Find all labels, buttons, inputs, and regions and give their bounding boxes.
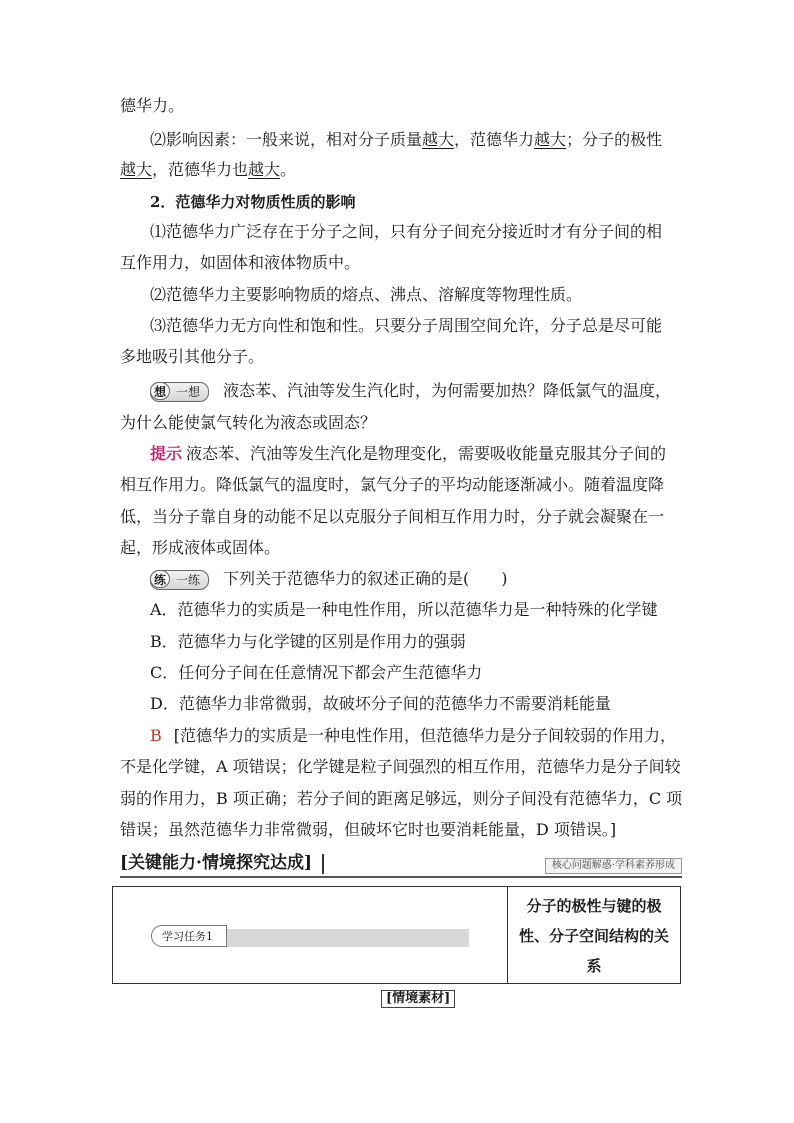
paragraph-continuation: 德华力。 [120,96,185,115]
point-1-line-2: 互作用力，如固体和液体物质中。 [120,253,361,272]
option-d: D．范德华力非常微弱，故破坏分子间的范德华力不需要消耗能量 [150,694,611,713]
option-a: A．范德华力的实质是一种电性作用，所以范德华力是一种特殊的化学键 [150,600,658,619]
practice-badge [150,570,209,590]
section-title: [关键能力·情境探究达成] [120,852,318,874]
task-title-line-3: 系 [586,957,602,975]
section-header [120,852,682,878]
tip-line-2: 相互作用力。降低氯气的温度时，氯气分子的平均动能逐渐减小。随着温度降 [120,475,665,494]
underlined-answer: 越大 [120,160,153,179]
task-title-cell [508,887,680,983]
tip-text: 液态苯、汽油等发生汽化是物理变化，需要吸收能量克服其分子间的 [186,444,667,463]
underlined-answer: 越大 [248,160,281,179]
practice-question-text: 下列关于范德华力的叙述正确的是( ) [223,569,508,588]
think-question-text: 液态苯、汽油等发生汽化时，为何需要加热？降低氯气的温度， [223,381,672,400]
option-c: C．任何分子间在任意情况下都会产生范德华力 [150,663,483,682]
text-segment: ，范德华力也 [152,160,249,179]
think-question-line-2: 为什么能使氯气转化为液态或固态？ [120,413,377,432]
task-label-cell [113,887,508,983]
point-3-line-2: 多地吸引其他分子。 [120,347,265,366]
influence-factors-line-1 [150,130,662,150]
tip-line-4: 起，形成液体或固体。 [120,538,281,557]
practice-badge-key: 练 [150,570,170,588]
text-segment: ；分子的极性 [566,130,663,149]
task-title-line-1: 分子的极性与键的极 [526,897,662,915]
text-segment: ⑵影响因素：一般来说，相对分子质量 [150,130,423,149]
tip-line-3: 低，当分子靠自身的动能不足以克服分子间相互作用力时，分子就会凝聚在一 [120,507,665,526]
task-label: 学习任务1 [151,925,227,947]
material-label: [情境素材] [381,990,455,1008]
answer-letter: B [150,726,162,745]
task-title-line-2: 性、分子空间结构的关 [518,927,669,945]
think-question-line-1 [150,381,671,402]
tip-line-1 [150,444,666,464]
text-segment: 。 [280,160,297,179]
explanation-text: [范德华力的实质是一种电性作用，但范德华力是分子间较弱的作用力， [173,726,677,745]
learning-task-box [112,886,681,984]
think-badge-text: 一想 [176,384,201,399]
explanation-line-4: 错误；虽然范德华力非常微弱，但破坏它时也要消耗能量，D 项错误。] [120,820,617,839]
point-1-line-1: ⑴范德华力广泛存在于分子之间，只有分子间充分接近时才有分子间的相 [150,222,663,241]
think-badge [150,382,209,402]
explanation-line-3: 弱的作用力，B 项正确；若分子间的距离足够远，则分子间没有范德华力，C 项 [120,789,683,808]
tip-label: 提示 [150,444,183,463]
point-2: ⑵范德华力主要影响物质的熔点、沸点、溶解度等物理性质。 [150,285,583,304]
explanation-line-1 [150,726,676,746]
option-b: B．范德华力与化学键的区别是作用力的强弱 [150,632,466,651]
underlined-answer: 越大 [534,130,567,149]
section-tag: 核心问题解惑·学科素养形成 [545,858,682,874]
point-3-line-1: ⑶范德华力无方向性和饱和性。只要分子周围空间允许，分子总是尽可能 [150,316,663,335]
underlined-answer: 越大 [422,130,455,149]
influence-factors-line-2 [120,160,296,180]
text-segment: ，范德华力 [454,130,535,149]
explanation-line-2: 不是化学键，A 项错误；化学键是粒子间强烈的相互作用，范德华力是分子间较 [120,757,681,776]
practice-badge-text: 一练 [176,572,201,587]
think-badge-key: 想 [150,382,170,400]
practice-question [150,569,508,590]
section-heading-2: 2．范德华力对物质性质的影响 [150,193,356,211]
